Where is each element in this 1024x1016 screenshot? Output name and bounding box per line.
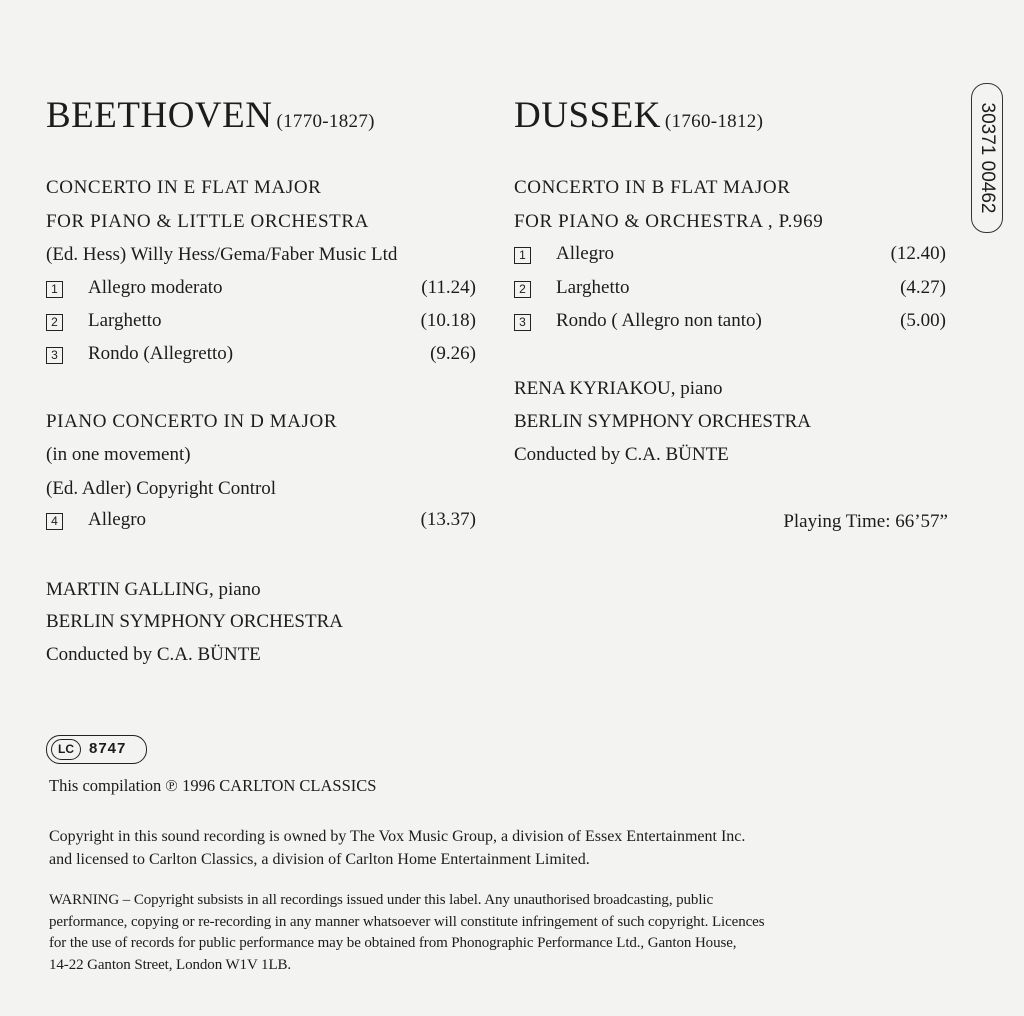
performer-orchestra: BERLIN SYMPHONY ORCHESTRA [514,411,811,432]
catalog-number: 30371 00462 [971,83,1003,233]
track-time: (9.26) [430,343,476,364]
track-time: (11.24) [421,277,476,298]
track-row [46,509,476,531]
track-time: (13.37) [420,509,476,530]
track-row [46,277,476,299]
track-number: 3 [514,314,531,331]
work-title: FOR PIANO & ORCHESTRA , P.969 [514,211,824,232]
performer-pianist: MARTIN GALLING, piano [46,579,261,600]
track-time: (4.27) [900,277,946,298]
performer-conductor: Conducted by C.A. BÜNTE [514,444,729,465]
work-title: CONCERTO IN B FLAT MAJOR [514,177,791,198]
composer-dates: (1770-1827) [276,111,375,132]
track-row [514,277,946,299]
warning-line: WARNING – Copyright subsists in all recordings issued under this label. Any unauthorised broadcasting, public [49,892,714,908]
copyright-line: and licensed to Carlton Classics, a division of Carlton Home Entertainment Limited. [49,851,590,868]
track-row [514,310,946,332]
track-time: (10.18) [420,310,476,331]
track-time: (5.00) [900,310,946,331]
work-title: CONCERTO IN E FLAT MAJOR [46,177,322,198]
warning-line: 14-22 Ganton Street, London W1V 1LB. [49,956,292,973]
work-title: PIANO CONCERTO IN D MAJOR [46,411,338,432]
track-row [46,343,476,365]
label-code-number: 8747 [89,740,127,757]
track-title: Allegro [556,243,615,264]
edition-note: (Ed. Adler) Copyright Control [46,478,277,499]
track-row [514,243,946,265]
work-title: FOR PIANO & LITTLE ORCHESTRA [46,211,369,232]
track-number: 3 [46,347,63,364]
track-title: Larghetto [556,277,630,298]
track-title: Larghetto [88,310,162,331]
track-title: Rondo (Allegretto) [88,343,234,364]
compilation-notice: This compilation ℗ 1996 CARLTON CLASSICS [49,776,377,795]
warning-notice [49,890,764,976]
track-title: Allegro [88,509,147,530]
work-subtitle: (in one movement) [46,444,191,465]
track-number: 2 [46,314,63,331]
track-number: 4 [46,513,63,530]
performer-orchestra: BERLIN SYMPHONY ORCHESTRA [46,611,343,632]
track-title: Rondo ( Allegro non tanto) [556,310,762,331]
warning-line: for the use of records for public performance may be obtained from Phonographic Performance Ltd., Ganton House, [49,935,737,951]
edition-note: (Ed. Hess) Willy Hess/Gema/Faber Music Ltd [46,244,398,265]
composer-name: BEETHOVEN [46,95,273,136]
performer-conductor: Conducted by C.A. BÜNTE [46,644,261,665]
copyright-notice [49,825,745,871]
track-number: 2 [514,281,531,298]
performer-pianist: RENA KYRIAKOU, piano [514,378,723,399]
copyright-line: Copyright in this sound recording is owned by The Vox Music Group, a division of Essex Entertainment Inc. [49,828,746,845]
composer-heading-beethoven [46,97,375,134]
track-number: 1 [514,247,531,264]
track-number: 1 [46,281,63,298]
playing-time: Playing Time: 66’57” [783,511,948,532]
warning-line: performance, copying or re-recording in any manner whatsoever will constitute infringement of such copyright. Licences [49,913,765,930]
track-row [46,310,476,332]
composer-dates: (1760-1812) [664,111,764,132]
track-title: Allegro moderato [88,277,223,298]
label-code-logo [46,735,147,764]
lc-mark: LC [51,739,81,760]
composer-name: DUSSEK [514,95,661,136]
track-time: (12.40) [890,243,946,264]
composer-heading-dussek [514,97,763,134]
